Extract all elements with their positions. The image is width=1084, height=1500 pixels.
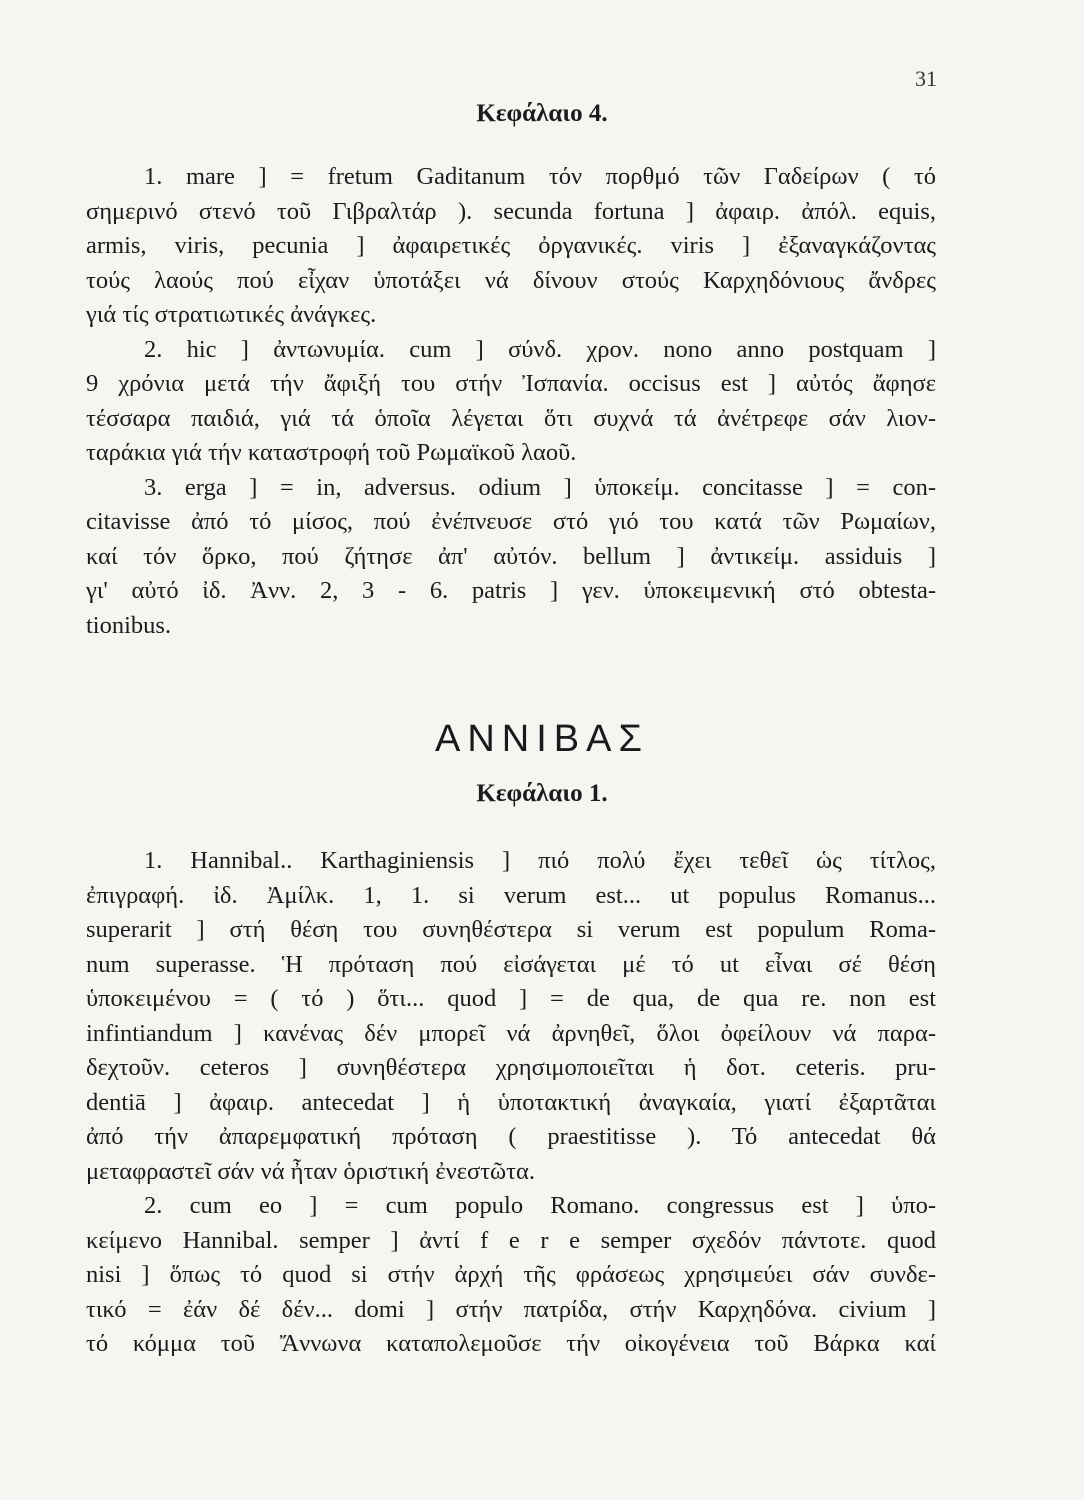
text-line: τό κόμμα τοῦ Ἄννωνα καταπολεμοῦσε τήν οἰκογένεια τοῦ Βάρκα καί [86,1330,936,1357]
text-line: 2. cum eo ] = cum populo Romano. congressus est ] ὑπο- [144,1192,936,1219]
text-line: infintiandum ] κανένας δέν μπορεῖ νά ἀρνηθεῖ, ὅλοι ὀφείλουν νά παρα- [86,1019,936,1047]
text-line: δεχτοῦν. ceteros ] συνηθέστερα χρησιμοποιεῖται ἡ δοτ. ceteris. pru- [86,1054,936,1081]
text-line: tionibus. [86,611,172,639]
text-line: γιά τίς στρατιωτικές ἀνάγκες. [86,301,377,328]
text-line: superarit ] στή θέση του συνηθέστερα si verum est populum Roma- [86,916,936,943]
text-line: armis, viris, pecunia ] ἀφαιρετικές ὀργανικές. viris ] ἐξαναγκάζοντας [86,232,936,259]
text-line: τέσσαρα παιδιά, γιά τά ὁποῖα λέγεται ὅτι συχνά τά ἀνέτρεφε σάν λιον- [86,404,936,432]
text-line: nisi ] ὅπως τό quod si στήν ἀρχή τῆς φράσεως χρησιμεύει σάν συνδε- [86,1261,936,1288]
text-line: 2. hic ] ἀντωνυμία. cum ] σύνδ. χρον. nono anno postquam ] [144,335,936,363]
text-line: τικό = ἐάν δέ δέν... domi ] στήν πατρίδα, στήν Καρχηδόνα. civium ] [86,1295,936,1323]
text-line: 9 χρόνια μετά τήν ἄφιξή του στήν Ἰσπανία. occisus est ] αὐτός ἄφησε [86,370,936,397]
text-line: ἀπό τήν ἀπαρεμφατική πρόταση ( praestitisse ). Τό antecedat θά [86,1123,936,1150]
commentary-section-chapter-4 [86,160,936,643]
text-line: 1. Hannibal.. Karthaginiensis ] πιό πολύ ἔχει τεθεῖ ὡς τίτλος, [144,847,936,874]
text-line: τούς λαούς πού εἶχαν ὑποτάξει νά δίνουν στούς Καρχηδόνιους ἄνδρες [86,266,936,294]
text-line: dentiā ] ἀφαιρ. antecedat ] ἡ ὑποτακτική ἀναγκαία, γιατί ἐξαρτᾶται [86,1088,936,1116]
text-line: 3. erga ] = in, adversus. odium ] ὑποκείμ. concitasse ] = con- [144,473,936,501]
text-line: ὑποκειμένου = ( τό ) ὅτι... quod ] = de qua, de qua re. non est [86,985,936,1012]
text-line: μεταφραστεῖ σάν νά ἦταν ὁριστική ἐνεστῶτα. [86,1157,535,1185]
text-line: ἐπιγραφή. ἰδ. Ἀμίλκ. 1, 1. si verum est... ut populus Romanus... [86,881,936,909]
text-line: καί τόν ὅρκο, πού ζήτησε ἀπ' αὐτόν. bellum ] ἀντικείμ. assiduis ] [86,542,936,570]
text-line: citavisse ἀπό τό μίσος, πού ἐνέπνευσε στό γιό του κατά τῶν Ρωμαίων, [86,508,936,535]
page-number: 31 [915,66,937,91]
chapter-heading-1: Κεφάλαιο 1. [476,780,608,807]
text-line: κείμενο Hannibal. semper ] ἀντί f e r e semper σχεδόν πάντοτε. quod [86,1226,936,1254]
text-line: ταράκια γιά τήν καταστροφή τοῦ Ρωμαϊκοῦ λαοῦ. [86,439,577,466]
text-line: γι' αὐτό ἰδ. Ἀνν. 2, 3 - 6. patris ] γεν. ὑποκειμενική στό obtesta- [86,577,936,604]
text-line: num superasse. Ἡ πρόταση πού εἰσάγεται μέ τό ut εἶναι σέ θέση [86,950,936,978]
text-line: σημερινό στενό τοῦ Γιβραλτάρ ). secunda fortuna ] ἀφαιρ. ἀπόλ. equis, [86,197,936,225]
commentary-section-chapter-1 [86,844,936,1362]
main-title: ΑΝΝΙΒΑΣ [435,718,649,760]
chapter-heading-4: Κεφάλαιο 4. [476,100,608,127]
text-line: 1. mare ] = fretum Gaditanum τόν πορθμό τῶν Γαδείρων ( τό [144,163,936,190]
